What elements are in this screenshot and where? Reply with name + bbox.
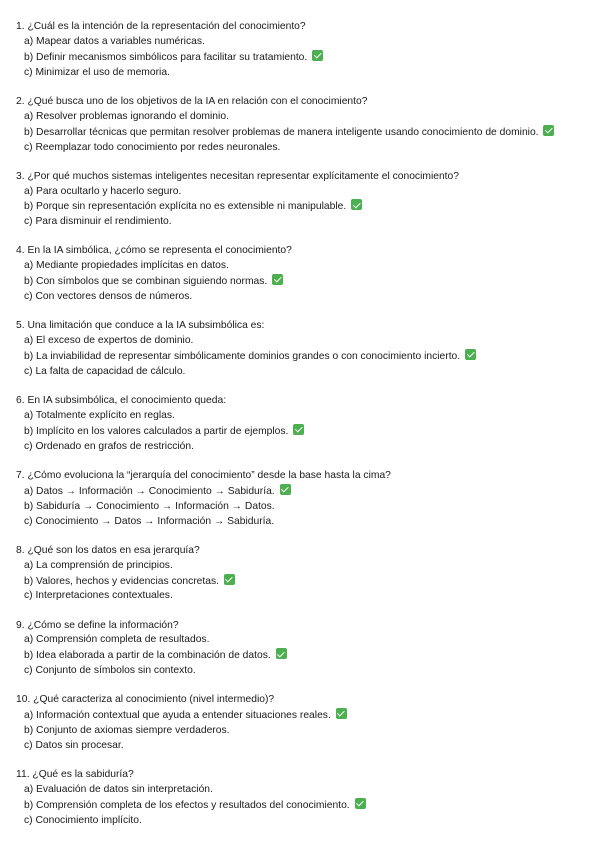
check-mark-icon — [276, 648, 287, 659]
question-text: 3. ¿Por qué muchos sistemas inteligentes necesitan representar explícitamente el conocimiento? — [16, 170, 459, 182]
answer-option — [16, 66, 588, 81]
answer-option — [16, 589, 588, 604]
answer-option-text: a) Mapear datos a variables numéricas. — [24, 35, 205, 47]
answer-option-correct — [16, 648, 588, 664]
answer-option-text: c) Minimizar el uso de memoria. — [24, 66, 170, 78]
answer-option-text: a) Evaluación de datos sin interpretación. — [24, 784, 213, 796]
check-mark-icon — [224, 574, 235, 585]
check-mark-icon — [543, 125, 554, 136]
answer-option-text: c) Conocimiento implícito. — [24, 814, 142, 826]
question-block — [16, 95, 588, 156]
question-block — [16, 619, 588, 680]
answer-option — [16, 409, 588, 424]
check-mark-icon — [280, 484, 291, 495]
question-text: 9. ¿Cómo se define la información? — [16, 619, 179, 631]
question-block — [16, 319, 588, 380]
answer-option-text: c) Para disminuir el rendimiento. — [24, 216, 172, 228]
answer-option — [16, 664, 588, 679]
answer-option-correct — [16, 349, 588, 365]
question-block — [16, 244, 588, 305]
question-text: 6. En IA subsimbólica, el conocimiento queda: — [16, 395, 227, 407]
answer-option-text: a) La comprensión de principios. — [24, 559, 173, 571]
answer-option-text: b) Desarrollar técnicas que permitan resolver problemas de manera inteligente usando conocimiento de dominio. — [24, 126, 539, 138]
check-mark-icon — [336, 708, 347, 719]
answer-option — [16, 724, 588, 739]
answer-option — [16, 141, 588, 156]
question-block — [16, 20, 588, 81]
answer-option-text: c) Con vectores densos de números. — [24, 291, 193, 303]
answer-option — [16, 814, 588, 829]
question-text: 1. ¿Cuál es la intención de la representación del conocimiento? — [16, 21, 306, 32]
answer-option-correct — [16, 574, 588, 590]
answer-option-correct — [16, 274, 588, 290]
answer-option — [16, 334, 588, 349]
answer-option-text: a) El exceso de expertos de dominio. — [24, 335, 194, 347]
answer-option-text: b) Conjunto de axiomas siempre verdaderos. — [24, 725, 230, 737]
answer-option-text: b) Implícito en los valores calculados a partir de ejemplos. — [24, 425, 289, 437]
answer-option-text: c) La falta de capacidad de cálculo. — [24, 365, 186, 377]
question-block — [16, 768, 588, 829]
question-block — [16, 693, 588, 754]
answer-option-text: c) Conjunto de símbolos sin contexto. — [24, 665, 196, 677]
answer-option — [16, 633, 588, 648]
answer-option-text: a) Información contextual que ayuda a entender situaciones reales. — [24, 710, 331, 722]
question-text: 5. Una limitación que conduce a la IA subsimbólica es: — [16, 320, 265, 332]
question-text: 4. En la IA simbólica, ¿cómo se representa el conocimiento? — [16, 245, 292, 257]
question-block — [16, 469, 588, 530]
answer-option-text: b) La inviabilidad de representar simbólicamente dominios grandes o con conocimiento incierto. — [24, 351, 461, 363]
answer-option-text: b) Definir mecanismos simbólicos para facilitar su tratamiento. — [24, 51, 308, 63]
answer-option-text: c) Ordenado en grafos de restricción. — [24, 440, 194, 452]
quiz-document — [16, 20, 588, 843]
answer-option — [16, 110, 588, 125]
check-mark-icon — [272, 274, 283, 285]
answer-option-text: a) Comprensión completa de resultados. — [24, 634, 210, 646]
question-block — [16, 170, 588, 231]
answer-option-text: c) Datos sin procesar. — [24, 740, 124, 752]
answer-option-text: a) Para ocultarlo y hacerlo seguro. — [24, 185, 182, 197]
answer-option-text: a) Mediante propiedades implícitas en datos. — [24, 260, 229, 272]
answer-option-text: b) Sabiduría → Conocimiento → Información → Datos. — [24, 500, 275, 512]
answer-option-correct — [16, 798, 588, 814]
answer-option-correct — [16, 484, 588, 500]
answer-option — [16, 259, 588, 274]
check-mark-icon — [312, 50, 323, 61]
question-text: 11. ¿Qué es la sabiduría? — [16, 769, 134, 781]
answer-option — [16, 739, 588, 754]
answer-option — [16, 215, 588, 230]
answer-option-text: a) Datos → Información → Conocimiento → Sabiduría. — [24, 485, 275, 497]
answer-option-text: b) Idea elaborada a partir de la combinación de datos. — [24, 650, 271, 662]
answer-option-text: a) Resolver problemas ignorando el dominio. — [24, 110, 229, 122]
answer-option — [16, 440, 588, 455]
answer-option — [16, 559, 588, 574]
check-mark-icon — [351, 199, 362, 210]
answer-option-correct — [16, 424, 588, 440]
answer-option-text: c) Conocimiento → Datos → Información → Sabiduría. — [24, 515, 275, 527]
answer-option-correct — [16, 50, 588, 66]
question-block — [16, 544, 588, 605]
answer-option-text: c) Interpretaciones contextuales. — [24, 590, 173, 602]
answer-option-text: c) Reemplazar todo conocimiento por redes neuronales. — [24, 141, 281, 153]
answer-option-text: b) Valores, hechos y evidencias concretas. — [24, 575, 219, 587]
answer-option — [16, 185, 588, 200]
answer-option — [16, 365, 588, 380]
question-text: 8. ¿Qué son los datos en esa jerarquía? — [16, 544, 200, 556]
answer-option-text: a) Totalmente explícito en reglas. — [24, 409, 175, 421]
question-text: 7. ¿Cómo evoluciona la “jerarquía del conocimiento” desde la base hasta la cima? — [16, 469, 391, 481]
question-text: 10. ¿Qué caracteriza al conocimiento (nivel intermedio)? — [16, 694, 275, 706]
answer-option — [16, 500, 588, 515]
answer-option-text: b) Con símbolos que se combinan siguiendo normas. — [24, 276, 268, 288]
answer-option — [16, 35, 588, 50]
answer-option-correct — [16, 708, 588, 724]
check-mark-icon — [355, 798, 366, 809]
check-mark-icon — [293, 424, 304, 435]
question-block — [16, 394, 588, 455]
question-text: 2. ¿Qué busca uno de los objetivos de la IA en relación con el conocimiento? — [16, 95, 368, 107]
answer-option — [16, 783, 588, 798]
answer-option — [16, 515, 588, 530]
answer-option-text: b) Comprensión completa de los efectos y resultados del conocimiento. — [24, 799, 350, 811]
answer-option — [16, 290, 588, 305]
answer-option-text: b) Porque sin representación explícita no es extensible ni manipulable. — [24, 201, 347, 213]
answer-option-correct — [16, 125, 588, 141]
answer-option-correct — [16, 199, 588, 215]
check-mark-icon — [465, 349, 476, 360]
